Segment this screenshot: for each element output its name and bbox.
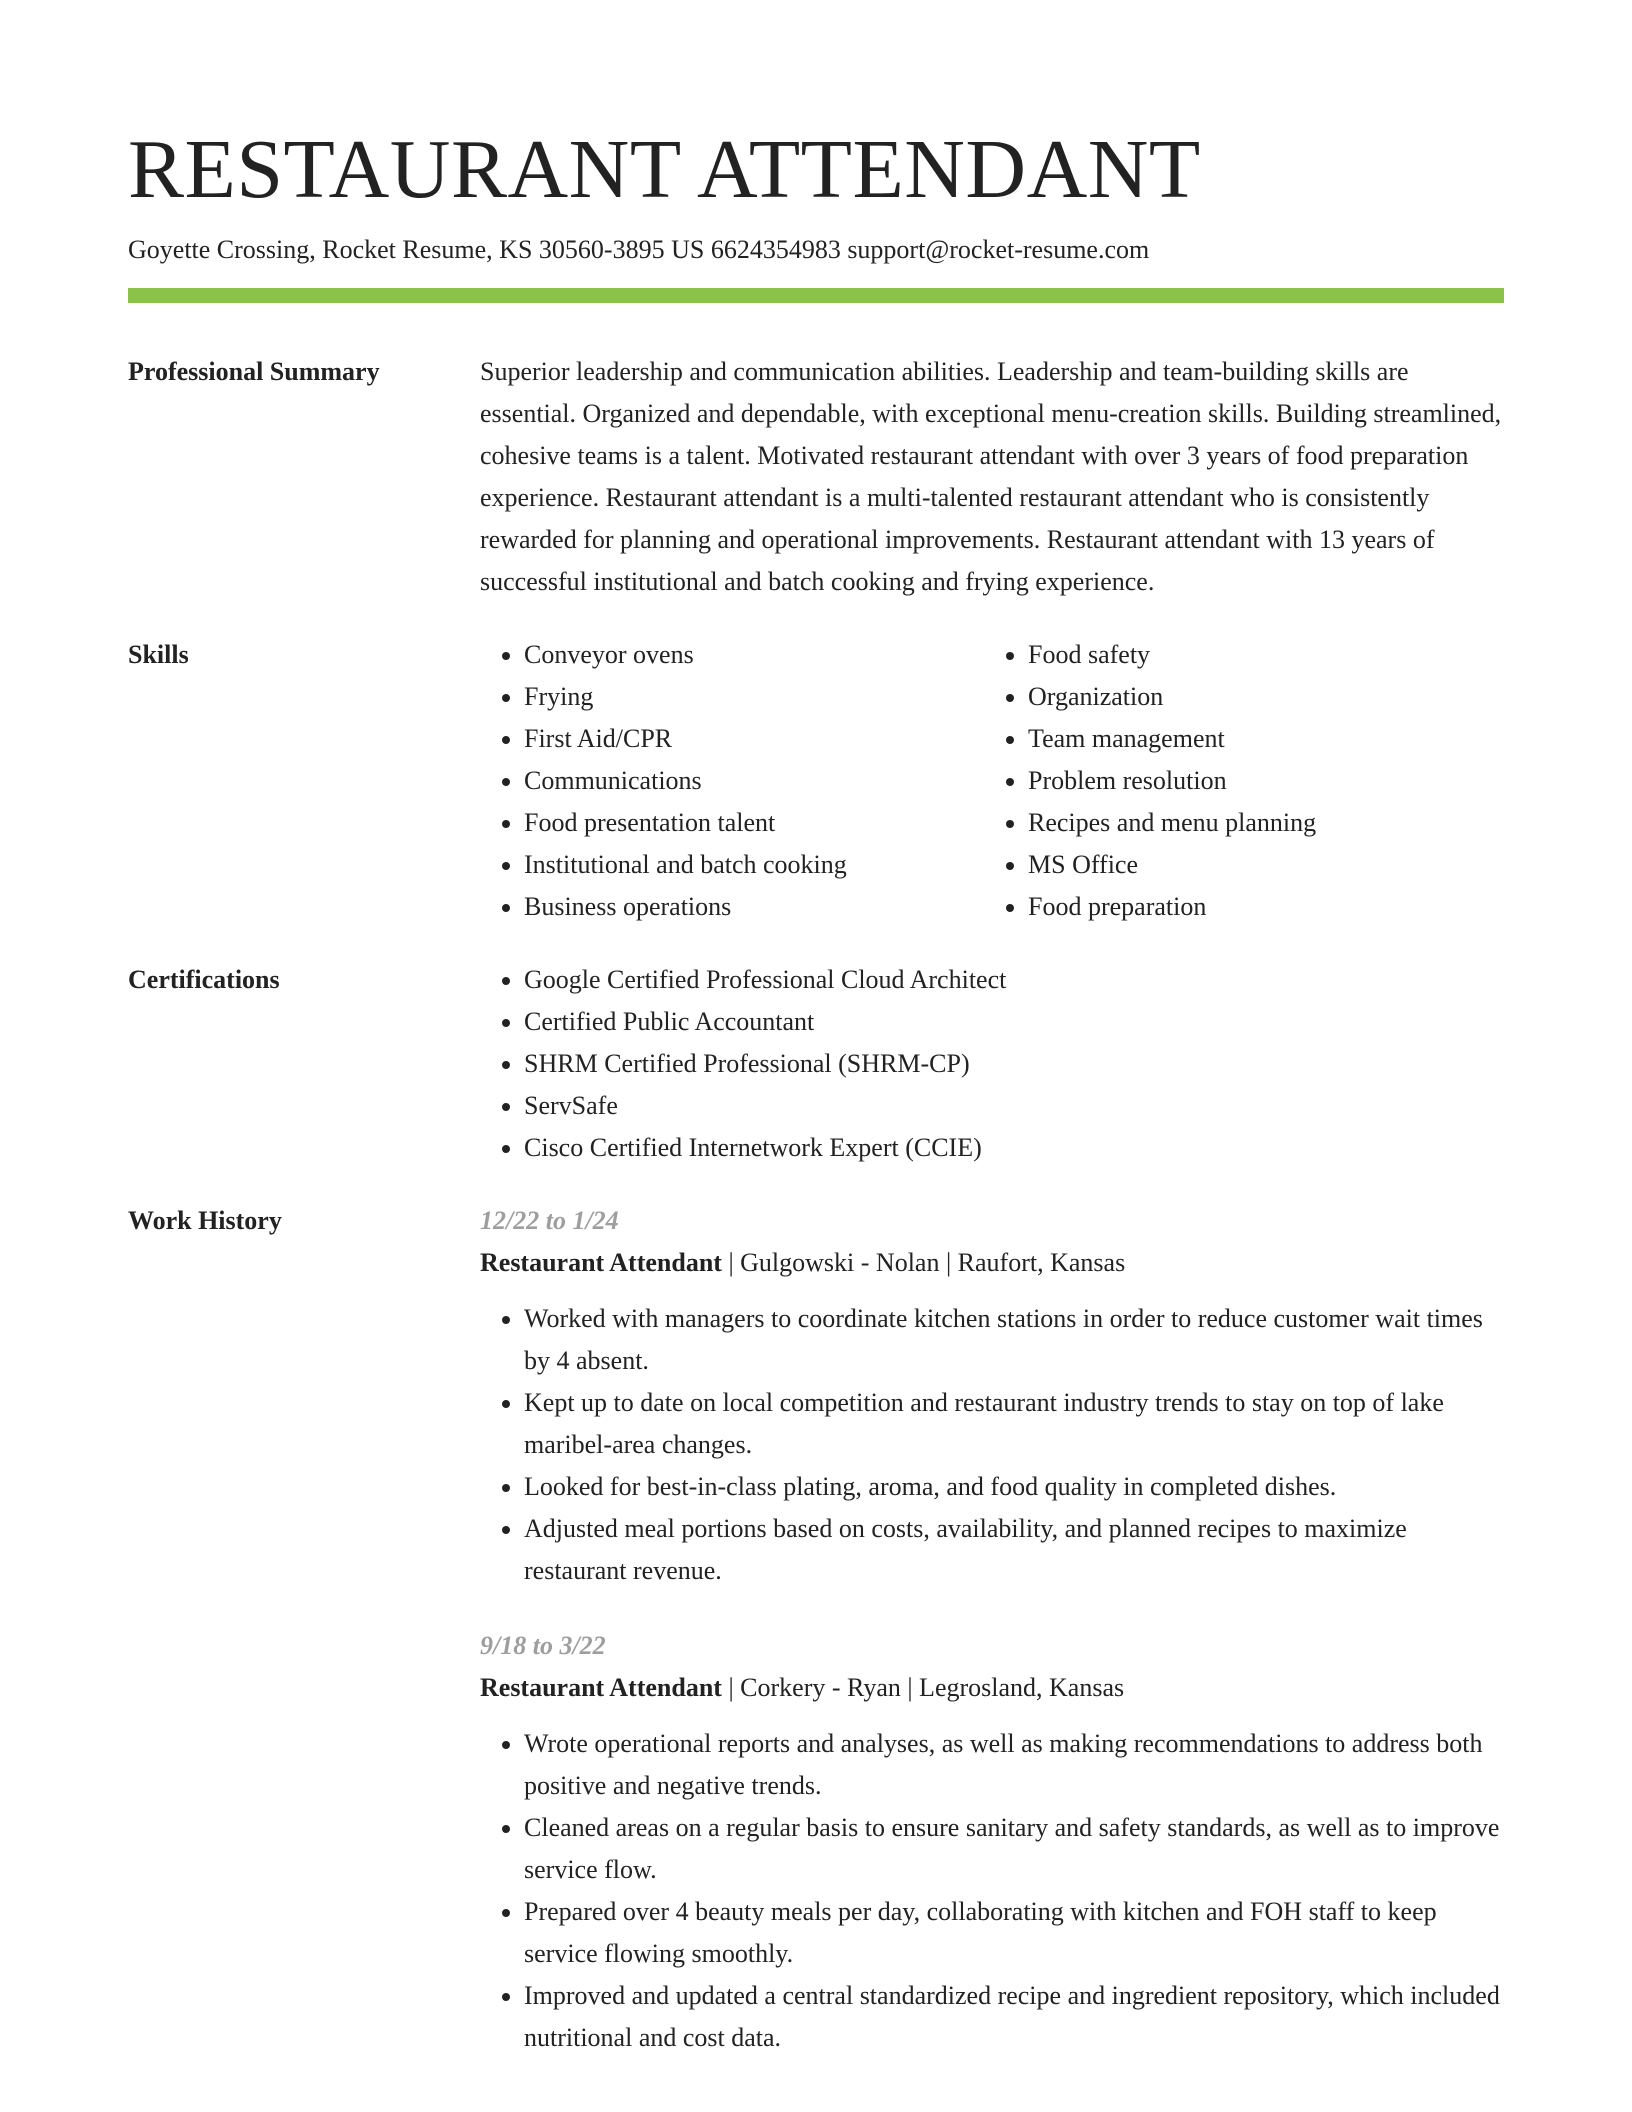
list-item: • Adjusted meal portions based on costs, availability, and planned recipes to maximize restaurant revenue. bbox=[524, 1508, 1504, 1592]
list-item: • Institutional and batch cooking bbox=[524, 844, 984, 886]
job-employer-location: | Gulgowski - Nolan | Raufort, Kansas bbox=[721, 1248, 1126, 1277]
list-item: • SHRM Certified Professional (SHRM-CP) bbox=[524, 1043, 1504, 1085]
skills-columns bbox=[480, 634, 1504, 928]
certifications-section bbox=[128, 959, 1504, 1169]
job-heading bbox=[480, 1667, 1504, 1709]
list-item: • Problem resolution bbox=[1028, 760, 1504, 802]
job-entry bbox=[480, 1200, 1504, 1592]
job-heading bbox=[480, 1242, 1504, 1284]
list-item: • Looked for best-in-class plating, aroma, and food quality in completed dishes. bbox=[524, 1466, 1504, 1508]
contact-phone: 6624354983 bbox=[710, 235, 841, 264]
job-bullets bbox=[480, 1723, 1504, 2059]
certifications-label: Certifications bbox=[128, 965, 280, 994]
list-item: • Organization bbox=[1028, 676, 1504, 718]
list-item: • Food preparation bbox=[1028, 886, 1504, 928]
list-item: • Recipes and menu planning bbox=[1028, 802, 1504, 844]
certifications-list bbox=[480, 959, 1504, 1169]
job-title: Restaurant Attendant bbox=[480, 1248, 722, 1277]
skills-list-left bbox=[480, 634, 984, 928]
list-item: • ServSafe bbox=[524, 1085, 1504, 1127]
certifications-body bbox=[480, 959, 1504, 1169]
skills-list-right bbox=[984, 634, 1504, 928]
list-item: • Food presentation talent bbox=[524, 802, 984, 844]
list-item: • Certified Public Accountant bbox=[524, 1001, 1504, 1043]
list-item: • MS Office bbox=[1028, 844, 1504, 886]
job-entry bbox=[480, 1625, 1504, 2059]
list-item: • Cleaned areas on a regular basis to ensure sanitary and safety standards, as well as to improve service flow. bbox=[524, 1807, 1504, 1891]
work-history-label: Work History bbox=[128, 1206, 282, 1235]
contact-address: Goyette Crossing, Rocket Resume, KS 30560-3895 US bbox=[128, 235, 705, 264]
contact-line bbox=[128, 232, 1504, 268]
skills-section bbox=[128, 634, 1504, 928]
list-item: • Business operations bbox=[524, 886, 984, 928]
list-item: • Food safety bbox=[1028, 634, 1504, 676]
work-history-body bbox=[480, 1200, 1504, 2059]
header-divider bbox=[128, 288, 1504, 303]
list-item: • Cisco Certified Internetwork Expert (CCIE) bbox=[524, 1127, 1504, 1169]
resume-header bbox=[128, 120, 1504, 303]
list-item: • Kept up to date on local competition and restaurant industry trends to stay on top of lake maribel-area changes. bbox=[524, 1382, 1504, 1466]
list-item: • Google Certified Professional Cloud Architect bbox=[524, 959, 1504, 1001]
candidate-name: RESTAURANT ATTENDANT bbox=[128, 123, 1201, 216]
job-dates: 9/18 to 3/22 bbox=[480, 1631, 606, 1660]
resume-page bbox=[128, 120, 1504, 2059]
summary-text: Superior leadership and communication abilities. Leadership and team-building skills are essential. Organized and dependable, with exceptional menu-creation skills. Building streamlined, cohesive teams is a talent. Motivated restaurant attendant with over 3 years of food preparation experience. Restaurant attendant is a multi-talented restaurant attendant who is consistently rewarded for planning and operational improvements. Restaurant attendant with 13 years of successful institutional and batch cooking and frying experience. bbox=[480, 357, 1502, 596]
summary-body bbox=[480, 351, 1504, 603]
summary-section bbox=[128, 351, 1504, 603]
list-item: • Wrote operational reports and analyses, as well as making recommendations to address both positive and negative trends. bbox=[524, 1723, 1504, 1807]
list-item: • Prepared over 4 beauty meals per day, collaborating with kitchen and FOH staff to keep service flowing smoothly. bbox=[524, 1891, 1504, 1975]
job-employer-location: | Corkery - Ryan | Legrosland, Kansas bbox=[721, 1673, 1125, 1702]
list-item: • Conveyor ovens bbox=[524, 634, 984, 676]
list-item: • Communications bbox=[524, 760, 984, 802]
skills-label: Skills bbox=[128, 640, 189, 669]
list-item: • First Aid/CPR bbox=[524, 718, 984, 760]
job-dates: 12/22 to 1/24 bbox=[480, 1206, 619, 1235]
job-bullets bbox=[480, 1298, 1504, 1592]
list-item: • Improved and updated a central standardized recipe and ingredient repository, which included nutritional and cost data. bbox=[524, 1975, 1504, 2059]
work-history-section bbox=[128, 1200, 1504, 2059]
list-item: • Team management bbox=[1028, 718, 1504, 760]
job-title: Restaurant Attendant bbox=[480, 1673, 722, 1702]
list-item: • Worked with managers to coordinate kitchen stations in order to reduce customer wait times by 4 absent. bbox=[524, 1298, 1504, 1382]
summary-label: Professional Summary bbox=[128, 357, 380, 386]
contact-email: support@rocket-resume.com bbox=[847, 235, 1150, 264]
list-item: • Frying bbox=[524, 676, 984, 718]
